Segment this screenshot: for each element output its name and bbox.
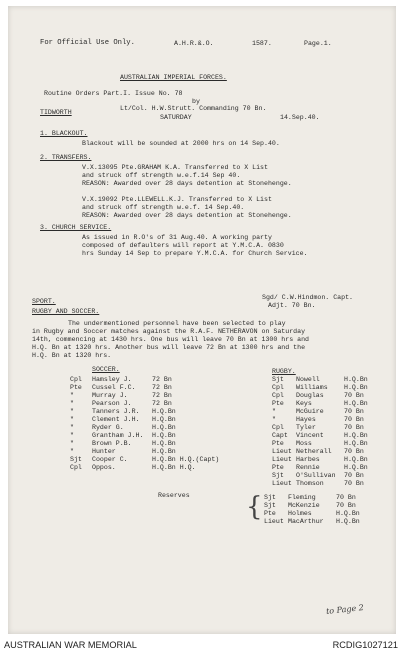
roster-cell: Hamsley J. xyxy=(92,376,132,383)
section-line: V.X.19092 Pte.LLEWELL.K.J. Transferred to X List xyxy=(82,196,272,203)
roster-cell: 72 Bn xyxy=(152,392,172,399)
roster-cell: Ryder G. xyxy=(92,424,124,431)
roster-cell: H.Q.Bn xyxy=(344,376,368,383)
by-label: by xyxy=(192,98,200,105)
roster-cell: Cpl xyxy=(272,384,284,391)
roster-cell: Thomson xyxy=(296,480,324,487)
roster-cell: H.Q.Bn H.Q. xyxy=(152,464,196,471)
roster-cell: 70 Bn xyxy=(344,408,364,415)
roster-cell: 70 Bn xyxy=(336,494,356,501)
roster-cell: Cooper C. xyxy=(92,456,128,463)
roster-cell: " xyxy=(70,392,74,399)
soccer-heading: SOCCER. xyxy=(92,366,120,373)
section-heading: 1. BLACKOUT. xyxy=(40,130,88,137)
roster-cell: Capt xyxy=(272,432,288,439)
roster-cell: H.Q.Bn xyxy=(344,456,368,463)
roster-cell: H.Q.Bn xyxy=(336,518,360,525)
roster-cell: Cussel F.C. xyxy=(92,384,136,391)
section-line: V.X.13095 Pte.GRAHAM K.A. Transferred to X List xyxy=(82,164,268,171)
roster-cell: Pte xyxy=(272,400,284,407)
section-line: REASON: Awarded over 28 days detention at Stonehenge. xyxy=(82,212,292,219)
roster-cell: H.Q.Bn xyxy=(152,408,176,415)
roster-cell: Cpl xyxy=(272,424,284,431)
roster-cell: Lieut xyxy=(272,456,292,463)
sport-line: H.Q. Bn at 1320 hrs. Another bus will leave 72 Bn at 1300 hrs and the xyxy=(32,344,306,351)
roster-cell: Pte xyxy=(264,510,276,517)
page-number: Page.1. xyxy=(304,40,332,47)
roster-cell: H.Q.Bn xyxy=(344,432,368,439)
place-label: TIDWORTH xyxy=(40,109,72,116)
roster-cell: Rennie xyxy=(296,464,320,471)
roster-cell: McKenzie xyxy=(288,502,320,509)
roster-cell: H.Q.Bn xyxy=(152,416,176,423)
day-label: SATURDAY xyxy=(160,114,192,121)
signature-name: Sgd/ C.W.Hindmon. Capt. xyxy=(262,294,354,301)
roster-cell: " xyxy=(70,408,74,415)
roster-cell: 72 Bn xyxy=(152,384,172,391)
roster-cell: " xyxy=(70,424,74,431)
roster-cell: Moss xyxy=(296,440,312,447)
signature-role: Adjt. 70 Bn. xyxy=(268,302,316,309)
roster-cell: " xyxy=(272,408,276,415)
section-line: REASON: Awarded over 28 days detention at Stonehenge. xyxy=(82,180,292,187)
reserves-brace: { xyxy=(246,492,263,522)
date-label: 14.Sep.40. xyxy=(280,114,320,121)
footer-bar xyxy=(0,638,404,654)
document-page xyxy=(8,6,396,634)
roster-cell: Netherall xyxy=(296,448,332,455)
section-line: composed of defaulters will report at Y.M.C.A. 0830 xyxy=(82,242,284,249)
rugby-soccer-heading: RUGBY AND SOCCER. xyxy=(32,308,100,315)
roster-cell: 72 Bn xyxy=(152,376,172,383)
roster-cell: 70 Bn xyxy=(344,424,364,431)
roster-cell: Murray J. xyxy=(92,392,128,399)
roster-cell: 70 Bn xyxy=(336,502,356,509)
roster-cell: 72 Bn xyxy=(152,400,172,407)
roster-cell: MacArthur xyxy=(288,518,324,525)
roster-cell: Tanners J.R. xyxy=(92,408,140,415)
section-line: Blackout will be sounded at 2000 hrs on 14 Sep.40. xyxy=(82,140,280,147)
roster-cell: 70 Bn xyxy=(344,448,364,455)
roster-cell: Cpl xyxy=(70,376,82,383)
roster-cell: Pte xyxy=(272,440,284,447)
roster-cell: Holmes xyxy=(288,510,312,517)
roster-cell: " xyxy=(70,440,74,447)
roster-cell: Douglas xyxy=(296,392,324,399)
roster-cell: Hayes xyxy=(296,416,316,423)
roster-cell: Hunter xyxy=(92,448,116,455)
roster-cell: Sjt xyxy=(272,376,284,383)
roster-cell: Sjt xyxy=(264,502,276,509)
roster-cell: Sjt xyxy=(70,456,82,463)
roster-cell: Pearson J. xyxy=(92,400,132,407)
footer-source: AUSTRALIAN WAR MEMORIAL xyxy=(4,640,137,650)
roster-cell: Cpl xyxy=(272,392,284,399)
roster-cell: H.Q.Bn xyxy=(336,510,360,517)
section-heading: 2. TRANSFERS. xyxy=(40,154,92,161)
roster-cell: Pte xyxy=(272,464,284,471)
roster-cell: H.Q.Bn xyxy=(344,384,368,391)
roster-cell: O'Sullivan xyxy=(296,472,336,479)
roster-cell: " xyxy=(272,416,276,423)
roster-cell: H.Q.Bn H.Q.(Capt) xyxy=(152,456,220,463)
roster-cell: H.Q.Bn xyxy=(152,424,176,431)
roster-cell: 70 Bn xyxy=(344,480,364,487)
section-line: and struck off strength w.e.f.14 Sep 40. xyxy=(82,172,241,179)
commander-line: Lt/Col. H.W.Strutt. Commanding 70 Bn. xyxy=(120,105,267,112)
roster-cell: Sjt xyxy=(264,494,276,501)
roster-cell: H.Q.Bn xyxy=(344,400,368,407)
roster-cell: Lieut xyxy=(272,448,292,455)
roster-cell: 70 Bn xyxy=(344,416,364,423)
doc-code: A.H.R.&.O. xyxy=(174,40,214,47)
footer-id: RCDIG1027121 xyxy=(332,640,398,650)
roster-cell: Cpl xyxy=(70,464,82,471)
section-line: As issued in R.O's of 31 Aug.40. A working party xyxy=(82,234,272,241)
force-title: AUSTRALIAN IMPERIAL FORCES. xyxy=(120,74,227,81)
roster-cell: Oppos. xyxy=(92,464,116,471)
roster-cell: Keys xyxy=(296,400,312,407)
roster-cell: Nowell xyxy=(296,376,320,383)
roster-cell: 70 Bn xyxy=(344,472,364,479)
roster-cell: Tyler xyxy=(296,424,316,431)
doc-number: 1587. xyxy=(252,40,272,47)
roster-cell: Fleming xyxy=(288,494,316,501)
roster-cell: " xyxy=(70,448,74,455)
roster-cell: 70 Bn xyxy=(344,392,364,399)
roster-cell: H.Q.Bn xyxy=(344,440,368,447)
roster-cell: Clement J.H. xyxy=(92,416,140,423)
roster-cell: Williams xyxy=(296,384,328,391)
roster-cell: " xyxy=(70,432,74,439)
roster-cell: Grantham J.H. xyxy=(92,432,144,439)
roster-cell: McGuire xyxy=(296,408,324,415)
official-use-label: For Official Use Only. xyxy=(40,39,135,47)
reserves-label: Reserves xyxy=(158,492,190,499)
section-line: hrs Sunday 14 Sep to prepare Y.M.C.A. for Church Service. xyxy=(82,250,308,257)
routine-orders-line: Routine Orders Part.I. Issue No. 78 xyxy=(44,90,183,97)
roster-cell: Vincent xyxy=(296,432,324,439)
roster-cell: H.Q.Bn xyxy=(344,464,368,471)
section-heading: 3. CHURCH SERVICE. xyxy=(40,224,112,231)
sport-line: H.Q. Bn at 1320 hrs. xyxy=(32,352,112,359)
sport-line: in Rugby and Soccer matches against the R.A.F. NETHERAVON on Saturday xyxy=(32,328,306,335)
roster-cell: H.Q.Bn xyxy=(152,448,176,455)
roster-cell: Pte xyxy=(70,384,82,391)
section-line: and struck off strength w.e.f. 14 Sep.40. xyxy=(82,204,245,211)
roster-cell: Brown P.B. xyxy=(92,440,132,447)
roster-cell: Sjt xyxy=(272,472,284,479)
rugby-heading: RUGBY. xyxy=(272,368,296,375)
handwritten-note: to Page 2 xyxy=(325,603,365,616)
sport-line: 14th, commencing at 1430 hrs. One bus will leave 70 Bn at 1300 hrs and xyxy=(32,336,309,343)
roster-cell: Lieut xyxy=(264,518,284,525)
roster-cell: H.Q.Bn xyxy=(152,440,176,447)
sport-heading: SPORT. xyxy=(32,298,56,305)
roster-cell: " xyxy=(70,416,74,423)
sport-line: The undermentioned personnel have been selected to play xyxy=(68,320,286,327)
roster-cell: " xyxy=(70,400,74,407)
roster-cell: Lieut xyxy=(272,480,292,487)
roster-cell: H.Q.Bn xyxy=(152,432,176,439)
roster-cell: Harbes xyxy=(296,456,320,463)
